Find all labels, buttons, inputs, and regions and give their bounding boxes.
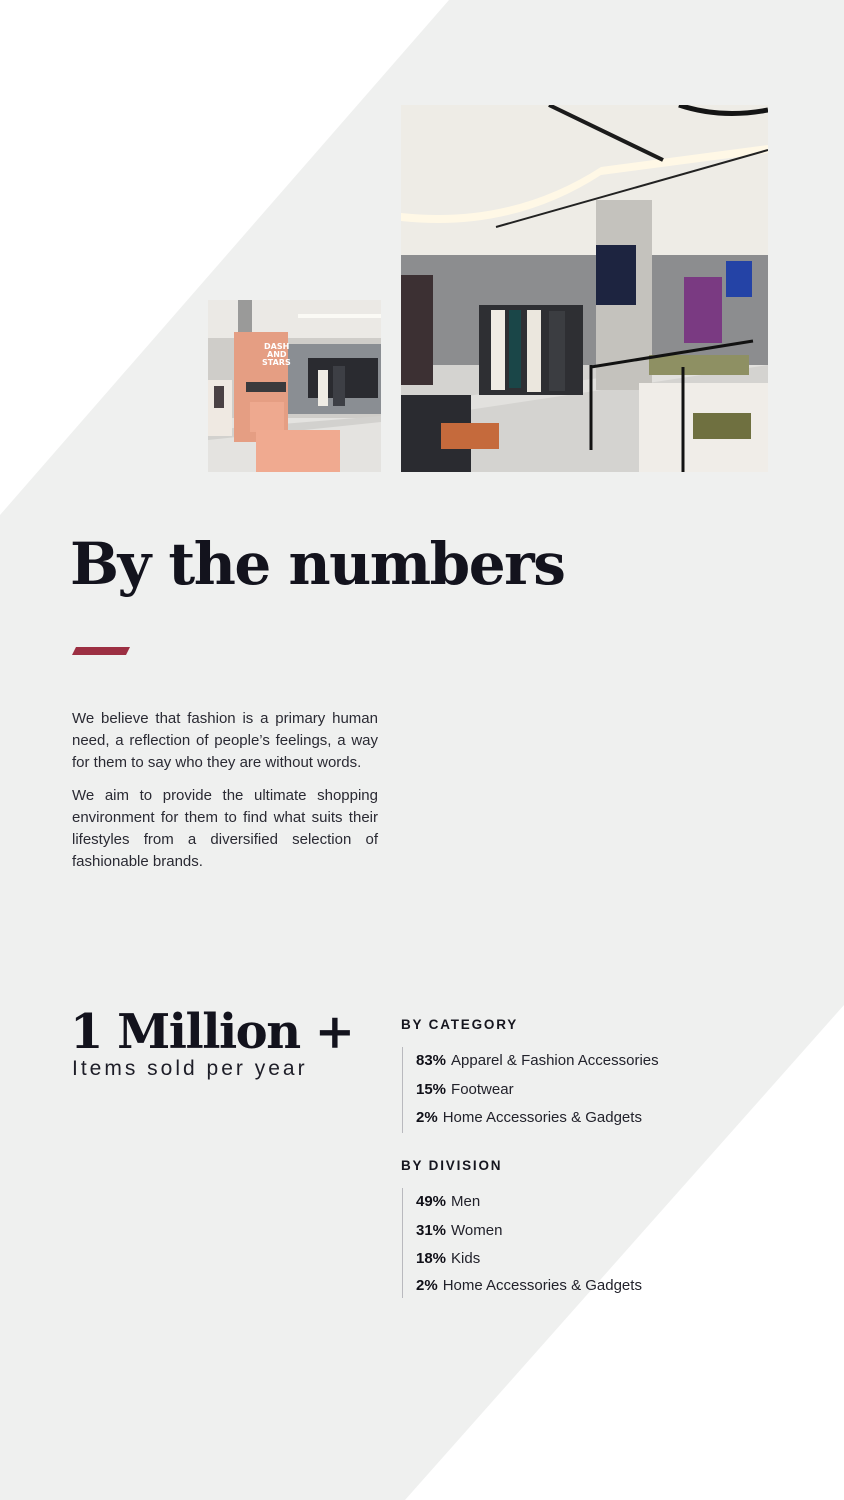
by-division-list <box>402 1188 701 1298</box>
accent-bar <box>72 647 130 655</box>
percent-value: 2% <box>416 1276 438 1294</box>
item-label: Women <box>451 1221 503 1239</box>
intro-copy <box>72 708 378 884</box>
list-item <box>416 1217 701 1246</box>
page-title: By the numbers <box>70 530 565 598</box>
list-item <box>416 1245 701 1274</box>
stat-value: 1 Million + <box>70 1004 354 1060</box>
list-item <box>416 1104 701 1133</box>
by-category-heading: BY CATEGORY <box>401 1017 519 1032</box>
stat-caption: Items sold per year <box>72 1057 308 1080</box>
store-photo-large <box>401 105 768 472</box>
item-label: Apparel & Fashion Accessories <box>451 1052 659 1069</box>
list-item <box>416 1047 701 1076</box>
store-photo-small <box>208 300 381 472</box>
item-label: Home Accessories & Gadgets <box>442 1109 642 1127</box>
item-label: Kids <box>451 1250 481 1267</box>
intro-paragraph-1: We believe that fashion is a primary human need, a reflection of people’s feelings, a way for them to say who they are without words. <box>72 710 378 771</box>
percent-value: 31% <box>416 1221 447 1239</box>
by-division-section <box>401 1158 701 1298</box>
sign-line-2: AND <box>267 350 287 359</box>
intro-paragraph-2: We aim to provide the ultimate shopping environment for them to find what suits their lifestyles from a diversified selection of fashionable brands. <box>72 787 378 870</box>
percent-value: 2% <box>416 1109 438 1127</box>
sign-line-3: STARS <box>262 358 291 367</box>
list-item <box>416 1076 701 1105</box>
by-division-heading: BY DIVISION <box>401 1158 503 1173</box>
percent-value: 18% <box>416 1250 447 1267</box>
item-label: Footwear <box>451 1080 514 1098</box>
sign-line-1: DASH <box>264 342 290 351</box>
percent-value: 15% <box>416 1080 447 1098</box>
item-label: Home Accessories & Gadgets <box>442 1276 642 1294</box>
item-label: Men <box>451 1193 481 1210</box>
percent-value: 83% <box>416 1052 447 1069</box>
by-category-section <box>401 1017 701 1133</box>
list-item <box>416 1188 701 1217</box>
list-item <box>416 1274 701 1298</box>
by-category-list <box>402 1047 701 1133</box>
percent-value: 49% <box>416 1193 447 1210</box>
